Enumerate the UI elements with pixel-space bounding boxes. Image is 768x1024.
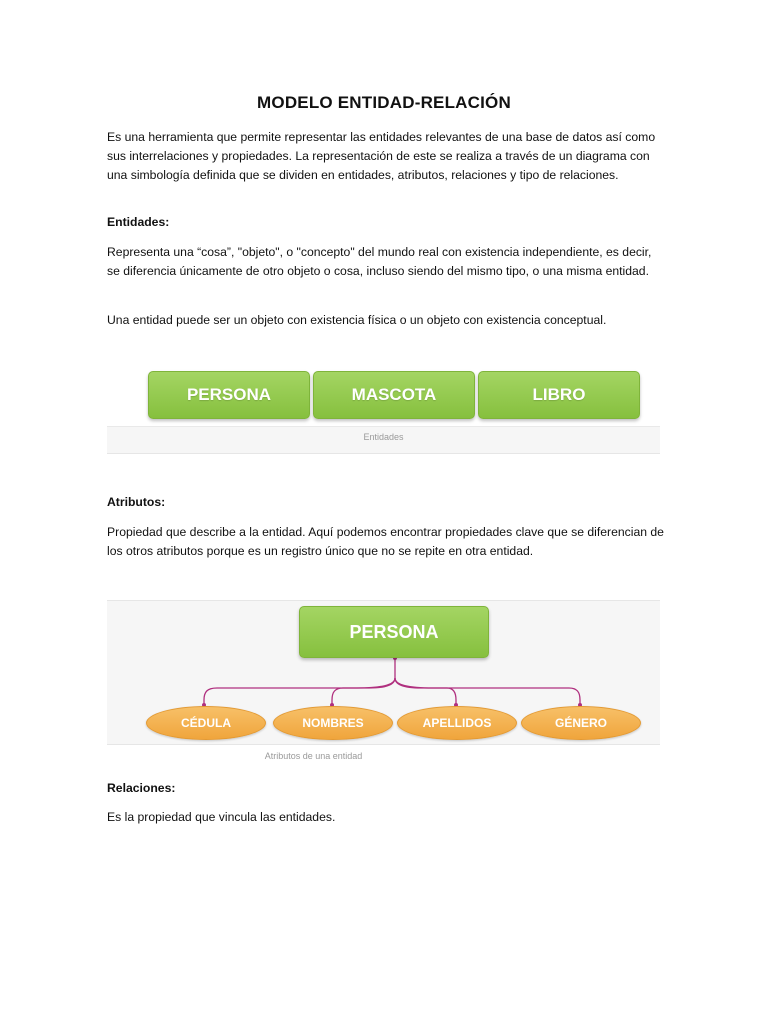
relations-heading: Relaciones: <box>107 781 176 795</box>
entities-caption: Entidades <box>363 432 404 442</box>
entities-paragraph-2: Una entidad puede ser un objeto con existencia física o un objeto con existencia conceptual. <box>107 313 607 327</box>
entity-box-persona: PERSONA <box>148 371 310 419</box>
relations-paragraph: Es la propiedad que vincula las entidades. <box>107 810 336 824</box>
attributes-paragraph: Propiedad que describe a la entidad. Aquí podemos encontrar propiedades clave que se diferencian de los otros atributos porque es un registro único que no se repite en otra entidad. <box>107 525 664 558</box>
connector-to-nombres <box>332 678 395 706</box>
connector-to-genero <box>395 678 580 706</box>
entity-box-libro: LIBRO <box>478 371 640 419</box>
entities-figure <box>107 360 660 454</box>
attributes-figure <box>107 600 660 768</box>
attribute-cedula: CÉDULA <box>146 706 266 740</box>
figure-divider <box>107 744 660 745</box>
entity-box-persona: PERSONA <box>299 606 489 658</box>
attribute-genero: GÉNERO <box>521 706 641 740</box>
attributes-caption: Atributos de una entidad <box>264 751 363 761</box>
connector-to-apellidos <box>395 678 456 706</box>
page-title: MODELO ENTIDAD-RELACIÓN <box>257 93 511 112</box>
attributes-heading: Atributos: <box>107 495 166 509</box>
intro-paragraph: Es una herramienta que permite representar las entidades relevantes de una base de datos así como sus interrelaciones y propiedades. La representación de este se realiza a través de un diagrama con una simbología definida que se dividen en entidades, atributos, relaciones y tipo de relaciones. <box>107 130 656 182</box>
entities-paragraph: Representa una “cosa”, "objeto", o "concepto" del mundo real con existencia independiente, es decir, se diferencia únicamente de otro objeto o cosa, incluso siendo del mismo tipo, o una misma entidad. <box>107 245 652 278</box>
entities-heading: Entidades: <box>107 215 170 229</box>
figure-divider <box>107 453 660 454</box>
connector-to-cedula <box>204 678 395 706</box>
attribute-apellidos: APELLIDOS <box>397 706 517 740</box>
entity-box-mascota: MASCOTA <box>313 371 475 419</box>
attribute-nombres: NOMBRES <box>273 706 393 740</box>
